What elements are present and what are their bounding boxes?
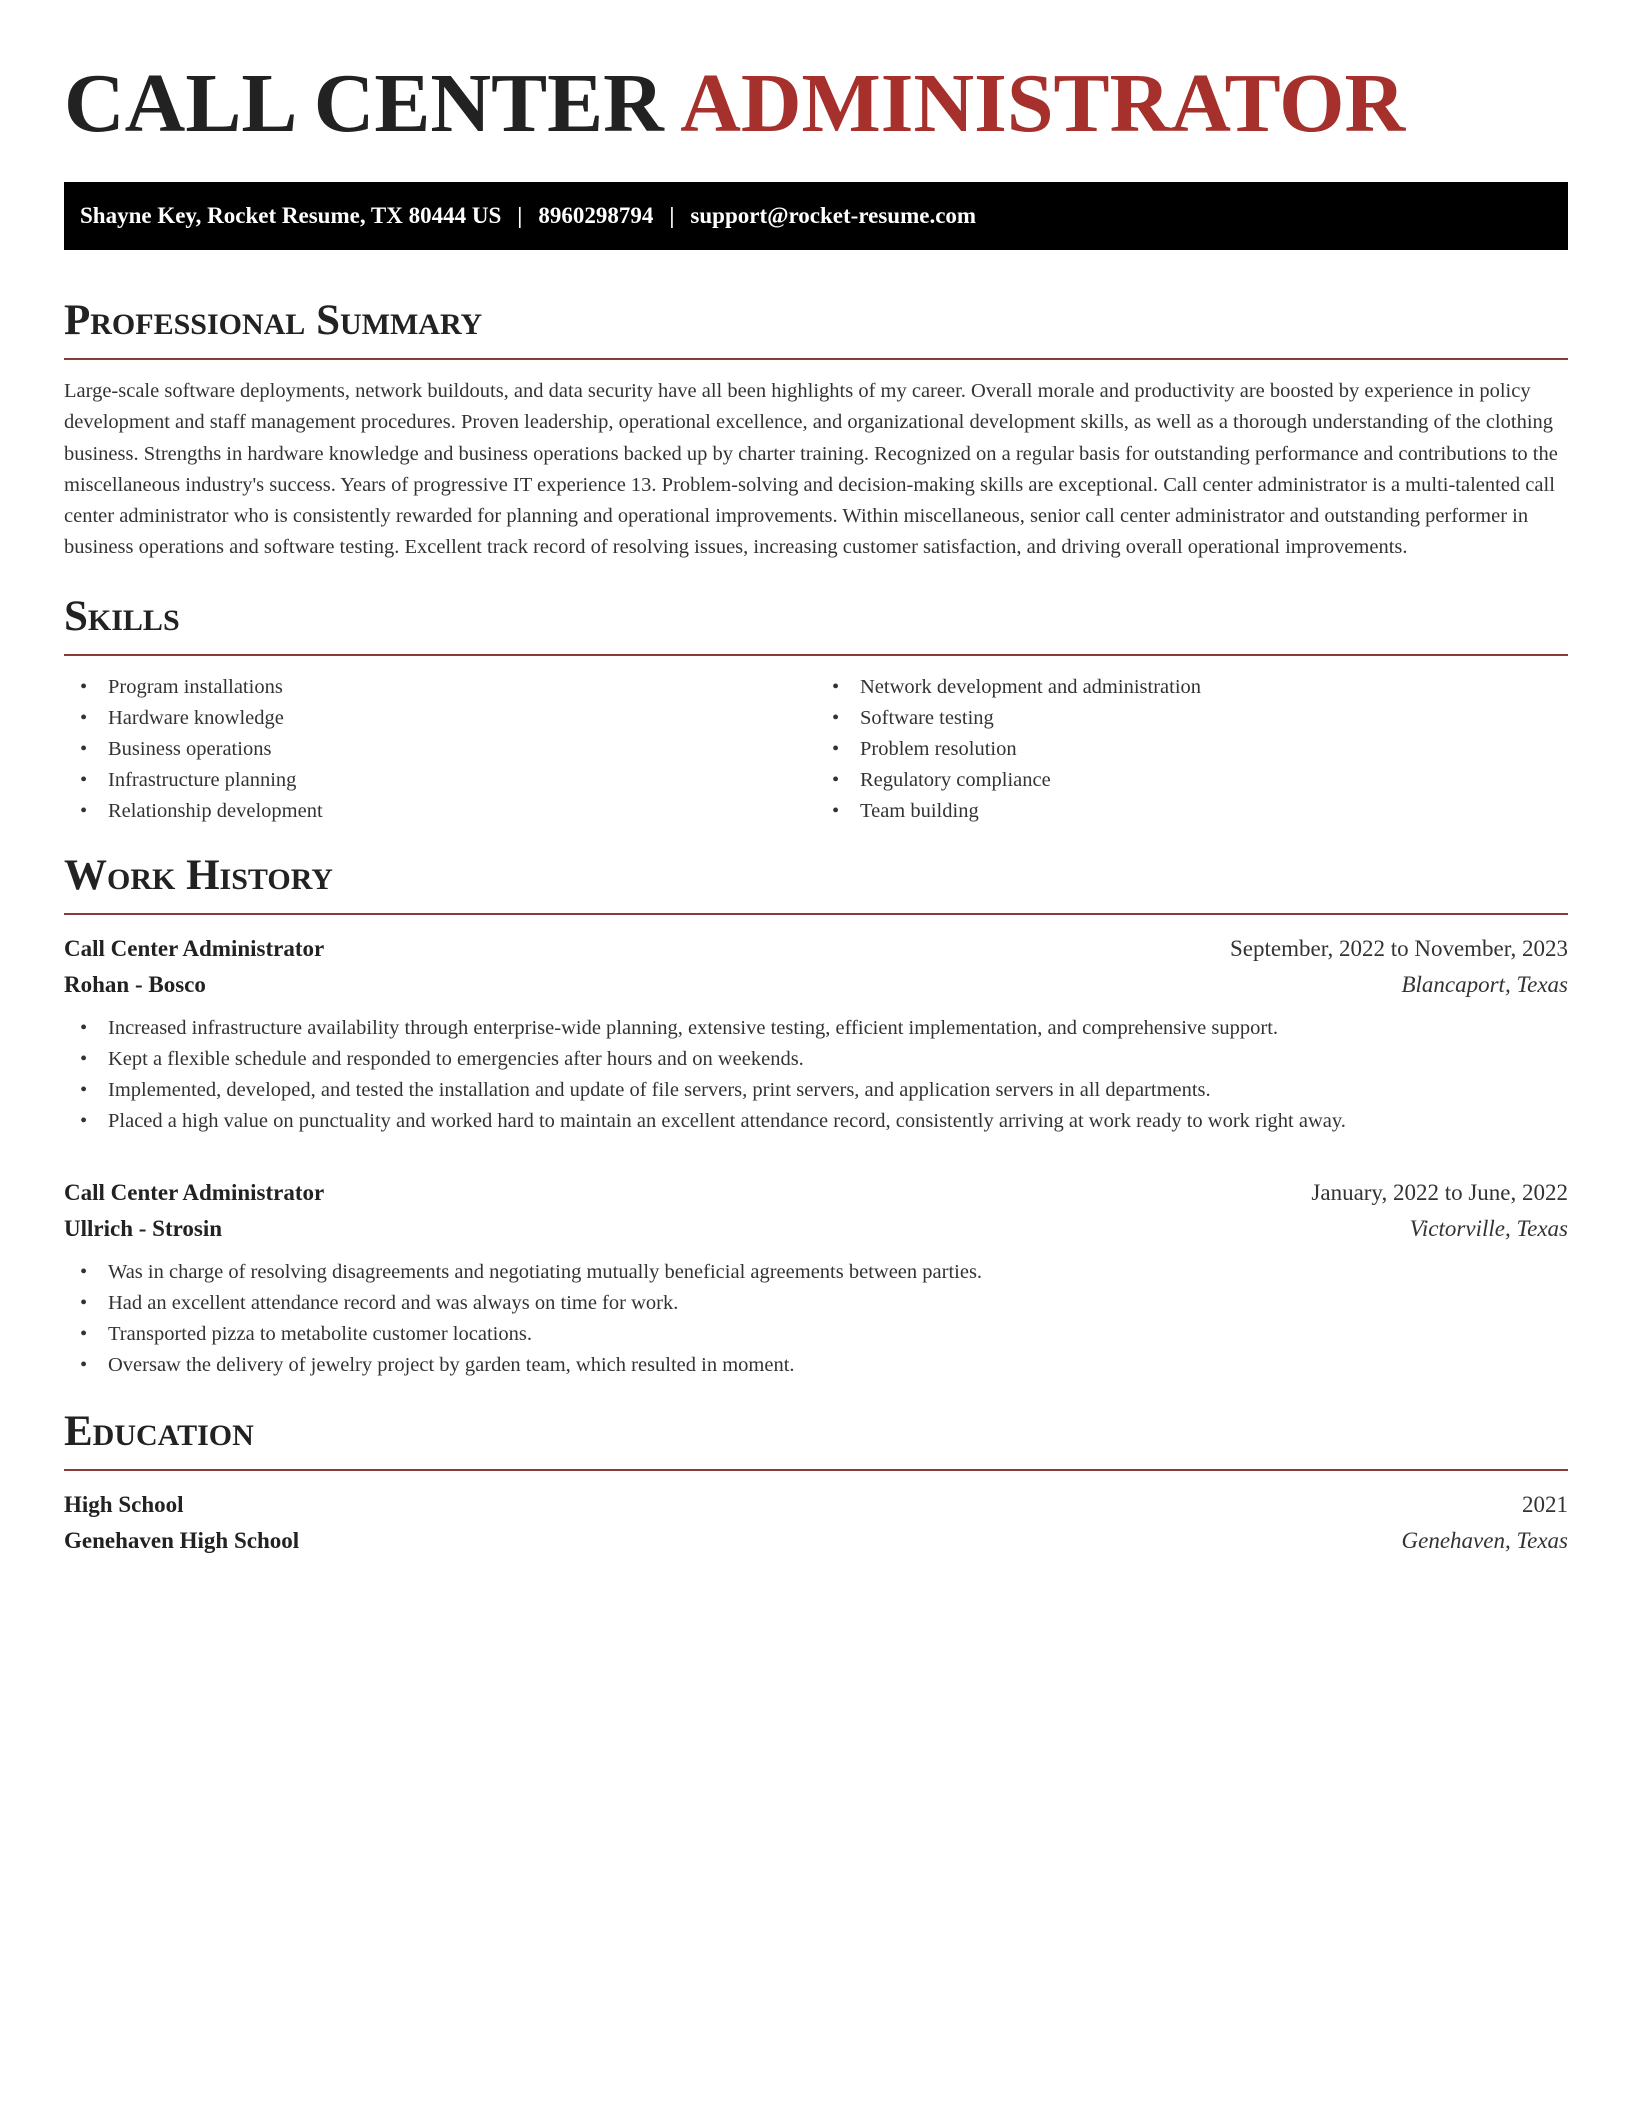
contact-email: support@rocket-resume.com xyxy=(690,203,977,228)
bullet-icon: • xyxy=(80,706,88,729)
skill-item xyxy=(816,703,1568,734)
job-dates: September, 2022 to November, 2023 xyxy=(1230,935,1568,961)
education-location: Genehaven, Texas xyxy=(1401,1527,1568,1553)
bullet-icon: • xyxy=(832,737,840,760)
skill-item xyxy=(816,672,1568,703)
job-location: Blancaport, Texas xyxy=(1401,971,1568,997)
job-bullet xyxy=(64,1075,1568,1106)
bullet-icon: • xyxy=(80,737,88,760)
section-divider xyxy=(64,358,1568,360)
bullet-icon: • xyxy=(80,1078,88,1101)
job-bullet-text: Kept a flexible schedule and responded to emergencies after hours and on weekends. xyxy=(108,1047,804,1070)
education-year: 2021 xyxy=(1522,1491,1568,1517)
job-bullet-text: Transported pizza to metabolite customer locations. xyxy=(108,1322,532,1345)
skill-label: Business operations xyxy=(108,737,272,760)
skill-label: Relationship development xyxy=(108,799,323,822)
bullet-icon: • xyxy=(832,675,840,698)
bullet-icon: • xyxy=(80,675,88,698)
skill-item xyxy=(64,672,816,703)
contact-address: Shayne Key, Rocket Resume, TX 80444 US xyxy=(80,203,502,228)
contact-bar xyxy=(64,182,1568,250)
job-bullet xyxy=(64,1013,1568,1044)
job-bullet xyxy=(64,1350,1568,1381)
education-school-row xyxy=(64,1523,1568,1559)
job-bullet-text: Had an excellent attendance record and was always on time for work. xyxy=(108,1291,679,1314)
bullet-icon: • xyxy=(80,1047,88,1070)
job-dates: January, 2022 to June, 2022 xyxy=(1311,1179,1568,1205)
job-header-row xyxy=(64,931,1568,967)
bullet-icon: • xyxy=(80,799,88,822)
title-last: ADMINISTRATOR xyxy=(680,57,1406,150)
job-bullets xyxy=(64,1013,1568,1137)
skills-heading: Skills xyxy=(64,592,180,640)
skill-label: Network development and administration xyxy=(860,675,1202,698)
skills-section xyxy=(64,592,1568,827)
summary-heading: Professional Summary xyxy=(64,297,483,344)
education-school: Genehaven High School xyxy=(64,1527,300,1553)
resume-title xyxy=(64,58,1568,150)
title-first: CALL CENTER xyxy=(64,57,664,150)
job-bullet xyxy=(64,1319,1568,1350)
job-bullet-text: Increased infrastructure availability through enterprise-wide planning, extensive testing, efficient implementation, and comprehensive support. xyxy=(108,1016,1279,1039)
bullet-icon: • xyxy=(80,1109,88,1132)
bullet-icon: • xyxy=(80,768,88,791)
bullet-icon: • xyxy=(80,1016,88,1039)
skill-item xyxy=(64,765,816,796)
job-bullet xyxy=(64,1106,1568,1137)
job-bullets xyxy=(64,1257,1568,1381)
education-degree-row xyxy=(64,1487,1568,1523)
job-location: Victorville, Texas xyxy=(1409,1215,1568,1241)
work-history-heading: Work History xyxy=(64,851,333,899)
bullet-icon: • xyxy=(80,1260,88,1283)
job-entry xyxy=(64,931,1568,1137)
job-company-row xyxy=(64,967,1568,1003)
education-degree: High School xyxy=(64,1491,184,1517)
skill-item xyxy=(816,765,1568,796)
job-bullet-text: Implemented, developed, and tested the installation and update of file servers, print servers, and application servers in all departments. xyxy=(108,1078,1211,1101)
bullet-icon: • xyxy=(80,1291,88,1314)
job-bullet xyxy=(64,1257,1568,1288)
skill-item xyxy=(64,703,816,734)
work-history-section xyxy=(64,851,1568,1381)
skill-label: Software testing xyxy=(860,706,994,729)
job-company-row xyxy=(64,1211,1568,1247)
skill-label: Team building xyxy=(860,799,979,822)
job-title: Call Center Administrator xyxy=(64,1179,325,1205)
skills-columns xyxy=(64,672,1568,827)
education-section xyxy=(64,1407,1568,1559)
skills-list-right xyxy=(816,672,1568,827)
section-divider xyxy=(64,654,1568,656)
job-title: Call Center Administrator xyxy=(64,935,325,961)
job-bullet xyxy=(64,1044,1568,1075)
skills-list-left xyxy=(64,672,816,827)
section-divider xyxy=(64,1469,1568,1471)
job-company: Ullrich - Strosin xyxy=(64,1215,223,1241)
skill-item xyxy=(816,796,1568,827)
bullet-icon: • xyxy=(832,799,840,822)
job-entry xyxy=(64,1175,1568,1381)
contact-phone: 8960298794 xyxy=(538,203,654,228)
section-divider xyxy=(64,913,1568,915)
job-company: Rohan - Bosco xyxy=(64,971,206,997)
bullet-icon: • xyxy=(80,1322,88,1345)
skill-item xyxy=(64,734,816,765)
summary-section xyxy=(64,296,1568,564)
summary-text: Large-scale software deployments, network buildouts, and data security have all been highlights of my career. Overall morale and productivity are boosted by experience in policy development and staff management procedures. Proven leadership, operational excellence, and organizational development skills, as well as a thorough understanding of the clothing business. Strengths in hardware knowledge and business operations backed up by charter training. Recognized on a regular basis for outstanding performance and contributions to the miscellaneous industry's success. Years of progressive IT experience 13. Problem-solving and decision-making skills are exceptional. Call center administrator is a multi-talented call center administrator who is consistently rewarded for planning and operational improvements. Within miscellaneous, senior call center administrator and outstanding performer in business operations and software testing. Excellent track record of resolving issues, increasing customer satisfaction, and driving overall operational improvements. xyxy=(64,380,1558,559)
job-bullet-text: Placed a high value on punctuality and worked hard to maintain an excellent attendance record, consistently arriving at work ready to work right away. xyxy=(108,1109,1346,1132)
skill-item xyxy=(816,734,1568,765)
skill-label: Regulatory compliance xyxy=(860,768,1051,791)
skill-label: Hardware knowledge xyxy=(108,706,284,729)
bullet-icon: • xyxy=(80,1353,88,1376)
skill-label: Problem resolution xyxy=(860,737,1017,760)
education-heading: Education xyxy=(64,1407,254,1455)
skill-item xyxy=(64,796,816,827)
job-bullet xyxy=(64,1288,1568,1319)
contact-separator: | xyxy=(669,203,675,228)
contact-separator: | xyxy=(517,203,523,228)
job-header-row xyxy=(64,1175,1568,1211)
job-bullet-text: Oversaw the delivery of jewelry project by garden team, which resulted in moment. xyxy=(108,1353,795,1376)
skill-label: Program installations xyxy=(108,675,283,698)
job-bullet-text: Was in charge of resolving disagreements and negotiating mutually beneficial agreements between parties. xyxy=(108,1260,983,1283)
bullet-icon: • xyxy=(832,768,840,791)
bullet-icon: • xyxy=(832,706,840,729)
skill-label: Infrastructure planning xyxy=(108,768,297,791)
